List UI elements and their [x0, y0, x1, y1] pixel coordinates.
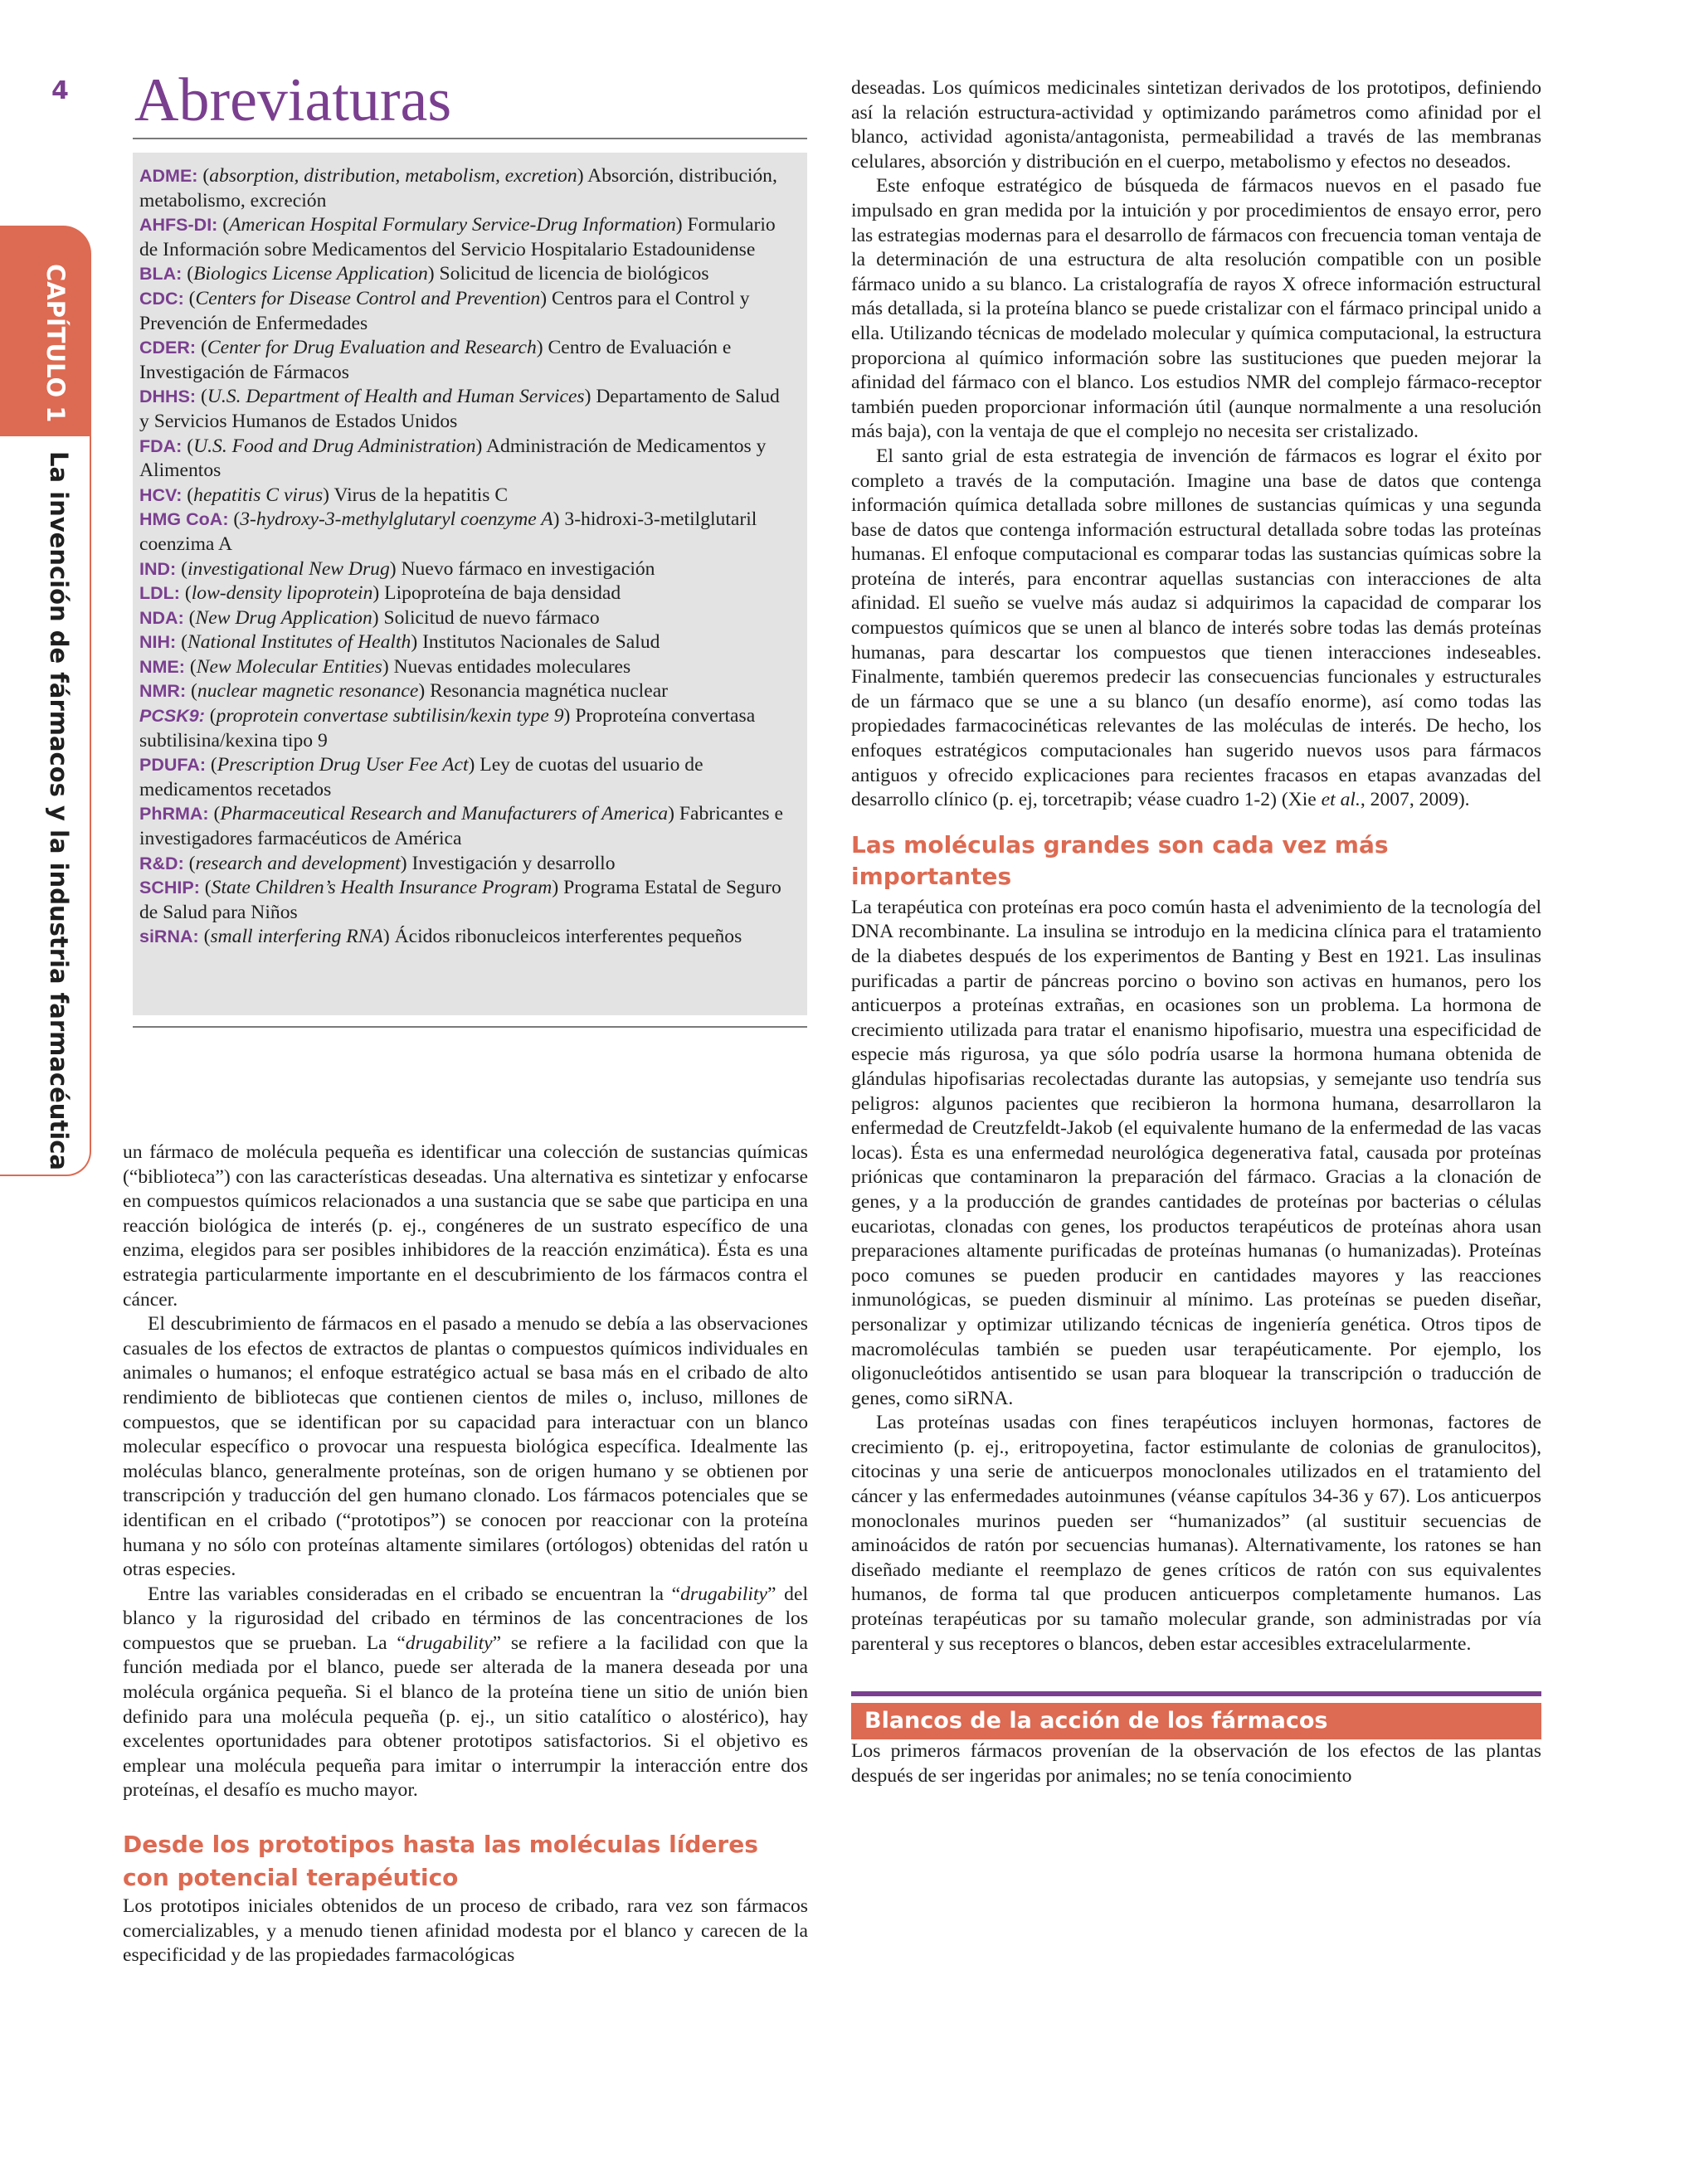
- italic-term: drugability: [680, 1583, 767, 1605]
- abbr-spanish: Nuevo fármaco en investigación: [401, 557, 655, 580]
- abbr-english: National Institutes of Health: [187, 631, 411, 654]
- abbr-code: FDA:: [139, 435, 183, 456]
- section-banner-rule: [851, 1691, 1541, 1696]
- abbr-spanish: Ley de cuotas del usuario de medicamentos recetados: [139, 754, 703, 800]
- abbr-item: DHHS: (U.S. Department of Health and Human Services) Departamento de Salud y Servicios Humanos de Estados Unidos: [139, 386, 780, 432]
- abbr-code: SCHIP:: [139, 878, 200, 898]
- paragraph: El descubrimiento de fármacos en el pasado a menudo se debía a las observaciones casuales de los efectos de extractos de plantas o compuestos químicos individuales en animales o humanos; el enfoque estratégico actual se basa más en el cribado de alto rendimiento de bibliotecas que contienen cientos de miles o, incluso, millones de compuestos, que se identifican por su capacidad para interactuar con un blanco molecular específico o provocar una respuesta biológica específica. Idealmente las moléculas blanco, generalmente proteínas, son de origen humano y se obtienen por transcripción y traducción del gen humano clonado. Los fármacos potenciales que se identifican en el cribado (“prototipos”) se conocen por reaccionar con la proteína humana y no sólo con proteínas altamente similares (ortólogos) obtenidas del ratón u otras especies.: [123, 1313, 808, 1581]
- text-run: ” del blanco y la rigurosidad del cribado en términos de las concentraciones de los compuestos que se prueban. La “: [123, 1583, 808, 1654]
- paragraph: Este enfoque estratégico de búsqueda de fármacos nuevos en el pasado fue impulsado en gran medida por la intuición y por procedimientos de ensayo error, pero las estrategias modernas para el desarrollo de fármacos con frecuencia toman ventaja de la determinación de una estructura de alta resolución compatible con un posible fármaco unido a su blanco. La cristalografía de rayos X ofrece información estructural más detallada, si la proteína blanco se puede cristalizar con el fármaco principal unido a ella. Utilizando técnicas de modelado molecular y química computacional, la estructura proporciona al químico información sobre las sustituciones que pueden mejorar la afinidad del fármaco con el blanco. Los estudios NMR del complejo fármaco-receptor también pueden proporcionar información útil (aunque normalmente a una resolución más baja), con la ventaja de que el complejo no necesita ser cristalizado.: [851, 175, 1541, 443]
- abbr-spanish: Resonancia magnética nuclear: [430, 680, 669, 703]
- abbr-code: NDA:: [139, 607, 184, 628]
- abbr-item: siRNA: (small interfering RNA) Ácidos ribonucleicos interferentes pequeños: [139, 926, 742, 948]
- abbr-item: IND: (investigational New Drug) Nuevo fármaco en investigación: [139, 557, 655, 580]
- abbr-english: proprotein convertase subtilisin/kexin type 9: [216, 705, 564, 727]
- abbr-english: U.S. Department of Health and Human Services: [207, 386, 585, 408]
- italic-term: drugability: [405, 1632, 493, 1654]
- abbr-spanish: Ácidos ribonucleicos interferentes pequeños: [394, 926, 742, 948]
- abbr-item: R&D: (research and development) Investigación y desarrollo: [139, 852, 616, 874]
- abbr-item: PhRMA: (Pharmaceutical Research and Manufacturers of America) Fabricantes e investigadores farmacéuticos de América: [139, 803, 783, 850]
- abbr-code: IND:: [139, 558, 177, 579]
- abbr-english: absorption, distribution, metabolism, excretion: [209, 165, 577, 187]
- abbr-item: HMG CoA: (3-hydroxy-3-methylglutaryl coenzyme A) 3-hidroxi-3-metilglutaril coenzima A: [139, 508, 757, 555]
- abbr-english: Biologics License Application: [193, 263, 428, 285]
- abbr-spanish: Departamento de Salud y Servicios Humanos de Estados Unidos: [139, 386, 780, 432]
- abbr-item: NIH: (National Institutes of Health) Institutos Nacionales de Salud: [139, 631, 660, 654]
- abbr-code: R&D:: [139, 853, 184, 873]
- text-run: El santo grial de esta estrategia de invención de fármacos es lograr el éxito por completo a través de la computación. Imagine una base de datos que contenga información química detallada sobre millones de sustancias químicas y una segunda base de datos que contenga información estructural detallada sobre todas las proteínas humanas. El enfoque computacional es comparar todas las sustancias químicas sobre la proteína de interés, para encontrar aquellas sustancias con interacciones de alta afinidad. El sueño se vuelve más audaz si adquirimos la capacidad de comparar los compuestos químicos que se unen al blanco de interés sobre todas las demás proteínas humanas, para descartar los compuestos que tienen interacciones indeseables. Finalmente, también queremos predecir las consecuencias funcionales y estructurales de un fármaco que se une a su blanco (un desafío enorme), así como todas las propiedades farmacocinéticas relevantes de las moléculas de interés. De hecho, los enfoques estratégicos computacionales han sugerido nuevos usos para fármacos antiguos y ofrecido explicaciones para recientes fracasos en etapas avanzadas del desarrollo clínico (p. ej, torcetrapib; véase cuadro 1-2) (Xie: [851, 445, 1541, 811]
- abbr-english: investigational New Drug: [187, 557, 390, 580]
- abbreviations-top-rule: [133, 138, 807, 139]
- abbr-english: 3-hydroxy-3-methylglutaryl coenzyme A: [240, 508, 553, 531]
- abbr-spanish: 3-hidroxi-3-metilglutaril coenzima A: [139, 508, 757, 555]
- paragraph: Los prototipos iniciales obtenidos de un proceso de cribado, rara vez son fármacos comercializables, y a menudo tienen afinidad modesta por el blanco y carecen de la especificidad y de las propiedades farmacológicas: [123, 1895, 808, 1967]
- abbr-english: U.S. Food and Drug Administration: [193, 435, 476, 457]
- paragraph: Los primeros fármacos provenían de la observación de los efectos de las plantas después de ser ingeridas por animales; no se tenía conocimiento: [851, 1740, 1541, 1787]
- section-banner: [851, 1691, 1541, 1739]
- abbr-item: CDC: (Centers for Disease Control and Prevention) Centros para el Control y Prevención de Enfermedades: [139, 287, 750, 334]
- abbr-spanish: Fabricantes e investigadores farmacéuticos de América: [139, 803, 783, 850]
- abbr-spanish: Nuevas entidades moleculares: [393, 655, 631, 678]
- abbreviations-bottom-rule: [133, 1026, 807, 1028]
- abbr-spanish: Investigación y desarrollo: [411, 852, 616, 874]
- abbr-item: SCHIP: (State Children’s Health Insurance Program) Programa Estatal de Seguro de Salud para Niños: [139, 877, 781, 923]
- abbr-spanish: Virus de la hepatitis C: [333, 484, 509, 506]
- abbr-item: CDER: (Center for Drug Evaluation and Research) Centro de Evaluación e Investigación de Fármacos: [139, 337, 732, 383]
- abbr-english: research and development: [195, 852, 401, 874]
- abbr-spanish: Programa Estatal de Seguro de Salud para Niños: [139, 877, 781, 923]
- abbr-code: AHFS-DI:: [139, 215, 218, 236]
- abbr-code: NME:: [139, 656, 185, 677]
- right-column: [851, 76, 1541, 1788]
- chapter-side-tab: [0, 226, 91, 1180]
- abbr-english: hepatitis C virus: [193, 484, 324, 506]
- paragraph: [851, 445, 1541, 813]
- abbr-code: BLA:: [139, 264, 183, 285]
- abbr-code: CDER:: [139, 338, 197, 358]
- abbr-english: New Drug Application: [195, 606, 372, 629]
- abbr-code: HMG CoA:: [139, 509, 229, 530]
- abbr-code: CDC:: [139, 288, 184, 309]
- text-run: ” se refiere a la facilidad con que la función mediada por el blanco, puede ser alterada de la manera deseada por una molécula orgánica pequeña. Si el blanco de la proteína tiene un sitio de unión bien definido para una molécula pequeña (p. ej., un sitio catalítico o alostérico), hay excelentes oportunidades para obtener prototipos satisfactorios. Si el objetivo es emplear una molécula pequeña para imitar o interrumpir la interacción entre dos proteínas, el desafío es mucho mayor.: [123, 1632, 808, 1802]
- abbr-spanish: Solicitud de licencia de biológicos: [439, 263, 709, 285]
- paragraph: deseadas. Los químicos medicinales sintetizan derivados de los prototipos, definiendo así la relación estructura-actividad y optimizando parámetros como afinidad por el blanco, actividad agonista/antagonista, permeabilidad a través de las membranas celulares, absorción y distribución en el cuerpo, metabolismo y efectos no deseados.: [851, 77, 1541, 173]
- abbr-item: HCV: (hepatitis C virus) Virus de la hepatitis C: [139, 484, 509, 506]
- abbr-english: American Hospital Formulary Service-Drug Information: [229, 214, 676, 236]
- text-run: Entre las variables consideradas en el cribado se encuentran la “: [148, 1583, 681, 1605]
- italic-term: et al.: [1321, 789, 1361, 811]
- paragraph: Las proteínas usadas con fines terapéuticos incluyen hormonas, factores de crecimiento (p. ej., eritropoyetina, factor estimulante de colonias de granulocitos), citocinas y una serie de anticuerpos monoclonales utilizados en el tratamiento del cáncer y las enfermedades autoinmunes (véanse capítulos 34-36 y 67). Los anticuerpos monoclonales murinos pueden ser “humanizados” (al sustituir secuencias de aminoácidos de ratón por secuencias humanas). Alternativamente, los ratones se han diseñado mediante el reemplazo de genes críticos de ratón con sus equivalentes humanos, de forma tal que producen anticuerpos completamente humanos. Las proteínas terapéuticas por su tamaño molecular grande, son administradas por vía parenteral y sus receptores o blancos, deben estar accesibles extracelularmente.: [851, 1412, 1541, 1655]
- abbr-item: FDA: (U.S. Food and Drug Administration) Administración de Medicamentos y Alimentos: [139, 435, 767, 482]
- section-heading: Desde los prototipos hasta las moléculas líderes con potencial terapéutico: [123, 1831, 758, 1892]
- abbr-item: AHFS-DI: (American Hospital Formulary Service-Drug Information) Formulario de Información sobre Medicamentos del Servicio Hospitalario Estadounidense: [139, 214, 776, 260]
- abbr-spanish: Absorción, distribución, metabolismo, excreción: [139, 165, 777, 212]
- abbr-item: LDL: (low-density lipoprotein) Lipoproteína de baja densidad: [139, 582, 621, 605]
- abbr-code: ADME:: [139, 166, 198, 186]
- abbr-english: nuclear magnetic resonance: [197, 680, 419, 703]
- abbr-item: BLA: (Biologics License Application) Solicitud de licencia de biológicos: [139, 263, 709, 285]
- abbr-item: ADME: (absorption, distribution, metabolism, excretion) Absorción, distribución, metabolismo, excreción: [139, 165, 777, 212]
- abbr-spanish: Administración de Medicamentos y Alimentos: [139, 435, 767, 482]
- abbr-english: Prescription Drug User Fee Act: [217, 754, 469, 776]
- paragraph: La terapéutica con proteínas era poco común hasta el advenimiento de la tecnología del DNA recombinante. La insulina se introdujo en la medicina clínica para el tratamiento de la diabetes después de los experimentos de Banting y Best en 1921. Las insulinas purificadas a partir de páncreas porcino o bovino son activas en humanos, pero los anticuerpos a proteínas extrañas, en ocasiones son un problema. La hormona de crecimiento utilizada para tratar el enanismo hipofisario, muestra una especificidad de especie más rigurosa, ya que sólo podría usarse la hormona humana obtenida de glándulas hipofisarias recolectadas durante las autopsias, y semejante uso tendría sus peligros: algunos pacientes que recibieron la hormona humana, desarrollaron la enfermedad de Creutzfeldt-Jakob (el equivalente humano de la enfermedad de las vacas locas). Ésta es una enfermedad neurológica degenerativa fatal, causada por proteínas priónicas que contaminaron la preparación del fármaco. Gracias a la clonación de genes, y a la producción de grandes cantidades de proteínas por bacterias o células eucariotas, clonadas con genes, los productos terapéuticos de proteínas ahora usan preparaciones altamente purificadas de proteínas humanas (o humanizadas). Proteínas poco comunes se pueden producir en cantidades mayores y las reacciones inmunológicas, se pueden disminuir al mínimo. Las proteínas se pueden diseñar, personalizar y optimizar utilizando técnicas de ingeniería genética. Otros tipos de macromoléculas también se pueden usar terapéuticamente. Por ejemplo, los oligonucleótidos antisentido se usan para bloquear la transcripción o traducción de genes, como siRNA.: [851, 896, 1541, 1409]
- abbr-code: siRNA:: [139, 927, 199, 947]
- abbr-code: NMR:: [139, 681, 187, 702]
- abbr-code: PDUFA:: [139, 755, 207, 776]
- abbr-english: low-density lipoprotein: [191, 582, 373, 605]
- abbr-spanish: Formulario de Información sobre Medicamentos del Servicio Hospitalario Estadounidense: [139, 214, 776, 260]
- abbr-english: Center for Drug Evaluation and Research: [207, 337, 537, 359]
- abbr-spanish: Solicitud de nuevo fármaco: [383, 606, 600, 629]
- abbr-spanish: Proproteína convertasa subtilisina/kexina tipo 9: [139, 705, 756, 752]
- abbr-code: NIH:: [139, 632, 177, 653]
- abbr-english: small interfering RNA: [210, 926, 383, 948]
- abbr-spanish: Lipoproteína de baja densidad: [384, 582, 621, 605]
- left-column: [123, 1141, 808, 1968]
- abbr-spanish: Centros para el Control y Prevención de Enfermedades: [139, 287, 750, 334]
- abbr-spanish: Institutos Nacionales de Salud: [422, 631, 660, 654]
- abbr-code: LDL:: [139, 583, 180, 604]
- chapter-title: La invención de fármacos y la industria farmacéutica: [45, 451, 73, 1170]
- abbr-code: PCSK9:: [139, 706, 205, 727]
- abbr-item: PDUFA: (Prescription Drug User Fee Act) Ley de cuotas del usuario de medicamentos recetados: [139, 754, 703, 800]
- section-banner-title: Blancos de la acción de los fármacos: [851, 1703, 1541, 1739]
- text-run: , 2007, 2009).: [1360, 789, 1470, 811]
- abbr-english: New Molecular Entities: [196, 655, 382, 678]
- paragraph: [123, 1583, 808, 1803]
- abbr-code: DHHS:: [139, 387, 197, 407]
- abbr-spanish: Centro de Evaluación e Investigación de Fármacos: [139, 337, 732, 383]
- abbr-code: PhRMA:: [139, 804, 209, 824]
- abbr-item: PCSK9: (proprotein convertase subtilisin/kexin type 9) Proproteína convertasa subtilisina/kexina tipo 9: [139, 705, 756, 752]
- section-heading: Las moléculas grandes son cada vez más importantes: [851, 830, 1389, 890]
- abbr-item: NME: (New Molecular Entities) Nuevas entidades moleculares: [139, 655, 631, 678]
- abbr-english: Centers for Disease Control and Prevention: [195, 287, 541, 309]
- abbr-item: NDA: (New Drug Application) Solicitud de nuevo fármaco: [139, 606, 600, 629]
- abbr-item: NMR: (nuclear magnetic resonance) Resonancia magnética nuclear: [139, 680, 669, 703]
- chapter-label: CAPÍTULO 1: [41, 264, 70, 423]
- paragraph: un fármaco de molécula pequeña es identificar una colección de sustancias químicas (“biblioteca”) con las características deseadas. Una alternativa es sintetizar y enfocarse en compuestos químicos relacionados a una sustancia que se sabe que participa en una reacción biológica de interés (p. ej., congéneres de un sustrato específico de una enzima, elegidos para ser posibles inhibidores de la reacción enzimática). Ésta es una estrategia particularmente importante en el descubrimiento de los fármacos contra el cáncer.: [123, 1141, 808, 1311]
- page-number: 4: [51, 76, 69, 105]
- abbr-english: Pharmaceutical Research and Manufacturers of America: [220, 803, 669, 825]
- abbr-code: HCV:: [139, 484, 183, 505]
- abbreviations-title: Abreviaturas: [134, 66, 452, 134]
- abbreviations-box: [133, 153, 807, 1015]
- abbr-english: State Children’s Health Insurance Program: [211, 877, 553, 899]
